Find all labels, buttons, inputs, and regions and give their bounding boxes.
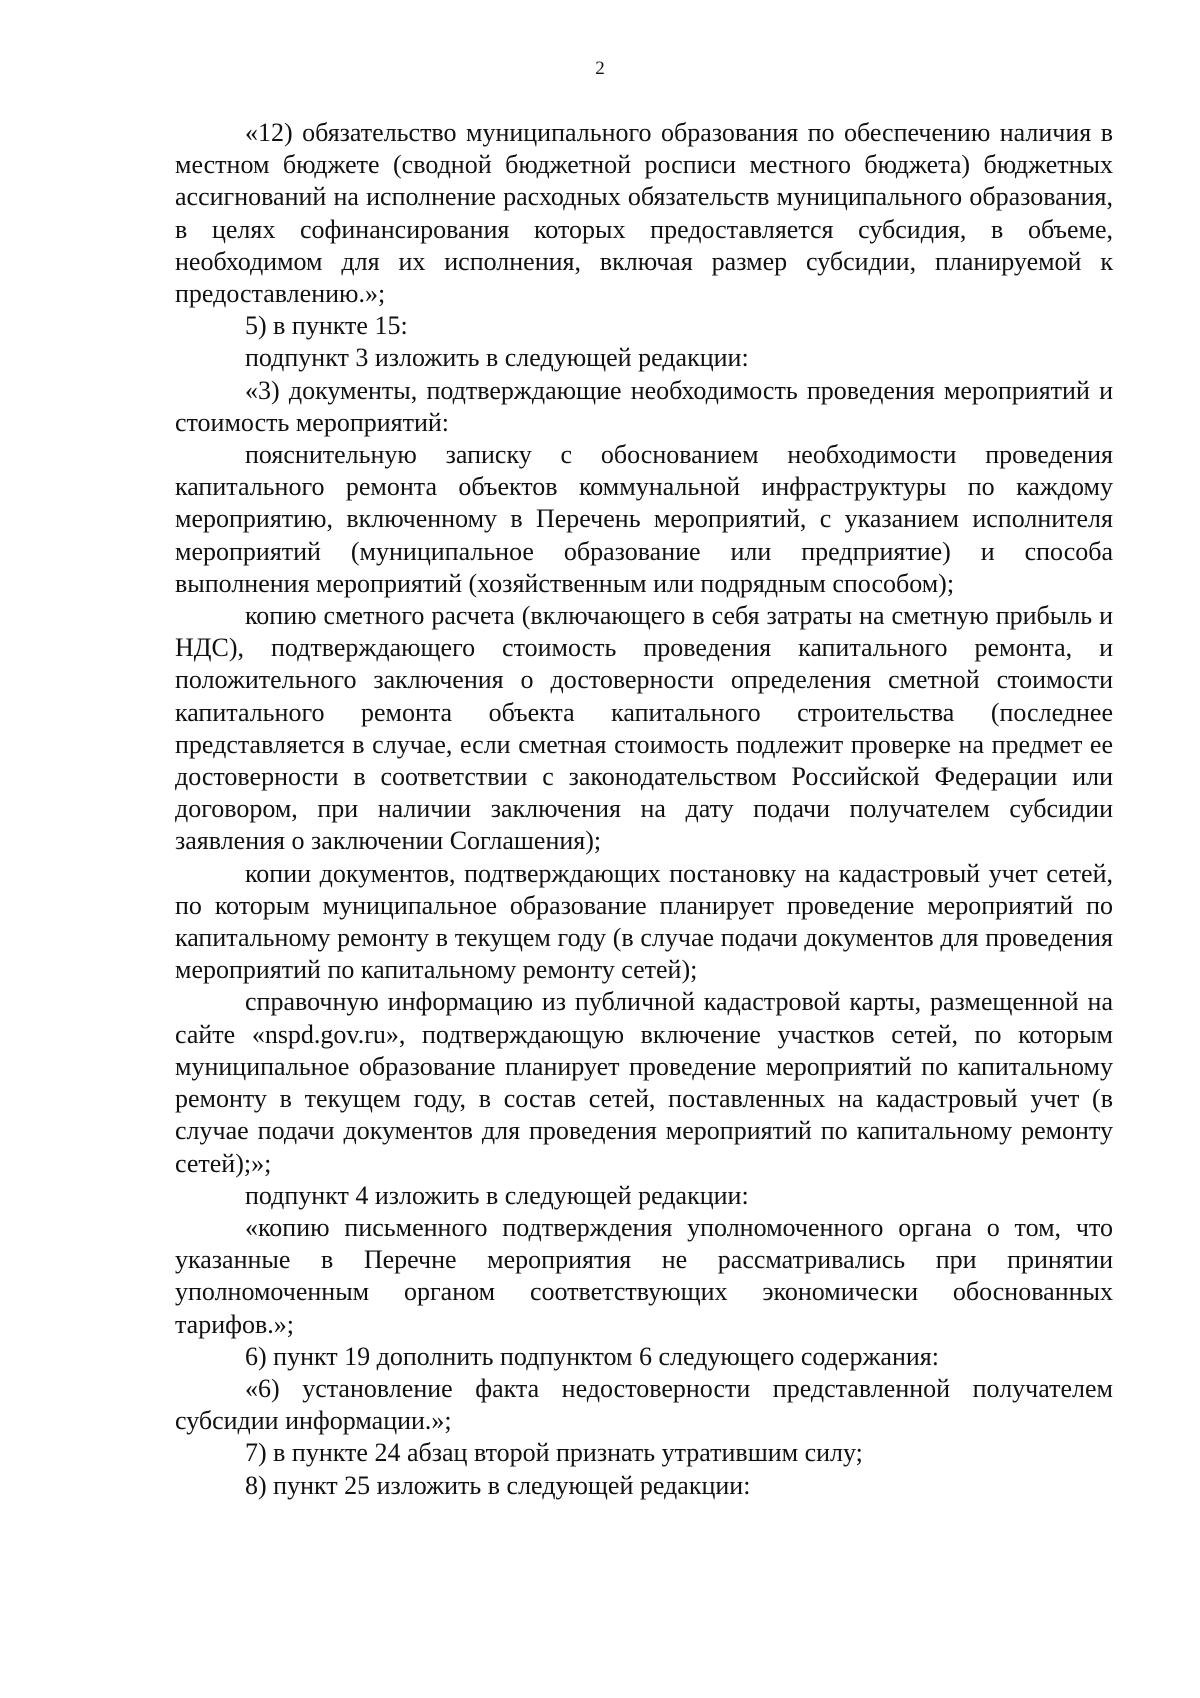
paragraph-estimate-copy: копию сметного расчета (включающего в себя затраты на сметную прибыль и НДС), подтверждающего стоимость проведения капитального ремонта, и положительного заключения о достоверности определения сметной стоимости капитального ремонта объекта капитального строительства (последнее представляется в случае, если сметная стоимость подлежит проверке на предмет ее достоверности в соответствии с законодательством Российской Федерации или договором, при наличии заключения на дату подачи получателем субсидии заявления о заключении Соглашения); [175,601,1113,856]
paragraph-point-7: 7) в пункте 24 абзац второй признать утратившим силу; [245,1438,863,1468]
paragraph-cadastral-documents: копии документов, подтверждающих постановку на кадастровый учет сетей, по которым муниципальное образование планирует проведение мероприятий по капитальному ремонту в текущем году (в случае подачи документов для проведения мероприятий по капитальному ремонту сетей); [175,858,1113,985]
paragraph-subpoint-4-intro: подпункт 4 изложить в следующей редакции: [245,1180,749,1210]
paragraph-point-5: 5) в пункте 15: [245,311,408,341]
paragraph-subpoint-3-intro: подпункт 3 изложить в следующей редакции: [245,343,749,373]
paragraph-subpoint-4-text: «копию письменного подтверждения уполномоченного органа о том, что указанные в Перечне мероприятия не рассматривались при принятии уполномоченным органом соответствующих экономически обоснованных тарифов.»; [175,1212,1113,1339]
document-body [175,117,1113,1502]
paragraph-explanatory-note: пояснительную записку с обоснованием необходимости проведения капитального ремонта объектов коммунальной инфраструктуры по каждому мероприятию, включенному в Перечень мероприятий, с указанием исполнителя мероприятий (муниципальное образование или предприятие) и способа выполнения мероприятий (хозяйственным или подрядным способом); [175,440,1113,598]
paragraph-subpoint-3-text: «3) документы, подтверждающие необходимость проведения мероприятий и стоимость мероприятий: [175,375,1113,437]
page-number: 2 [595,58,605,79]
paragraph-point-8: 8) пункт 25 изложить в следующей редакции: [245,1470,751,1500]
paragraph-reference-information: справочную информацию из публичной кадастровой карты, размещенной на сайте «nspd.gov.ru», подтверждающую включение участков сетей, по которым муниципальное образование планирует проведение мероприятий по капитальному ремонту в текущем году, в состав сетей, поставленных на кадастровый учет (в случае подачи документов для проведения мероприятий по капитальному ремонту сетей);»; [175,987,1113,1178]
paragraph-point-6: 6) пункт 19 дополнить подпунктом 6 следующего содержания: [245,1341,939,1371]
paragraph-item-12: «12) обязательство муниципального образования по обеспечению наличия в местном бюджете (сводной бюджетной росписи местного бюджета) бюджетных ассигнований на исполнение расходных обязательств муниципального образования, в целях софинансирования которых предоставляется субсидия, в объеме, необходимом для их исполнения, включая размер субсидии, планируемой к предоставлению.»; [175,118,1113,309]
paragraph-subpoint-6-text: «6) установление факта недостоверности представленной получателем субсидии информации.»; [175,1373,1113,1436]
